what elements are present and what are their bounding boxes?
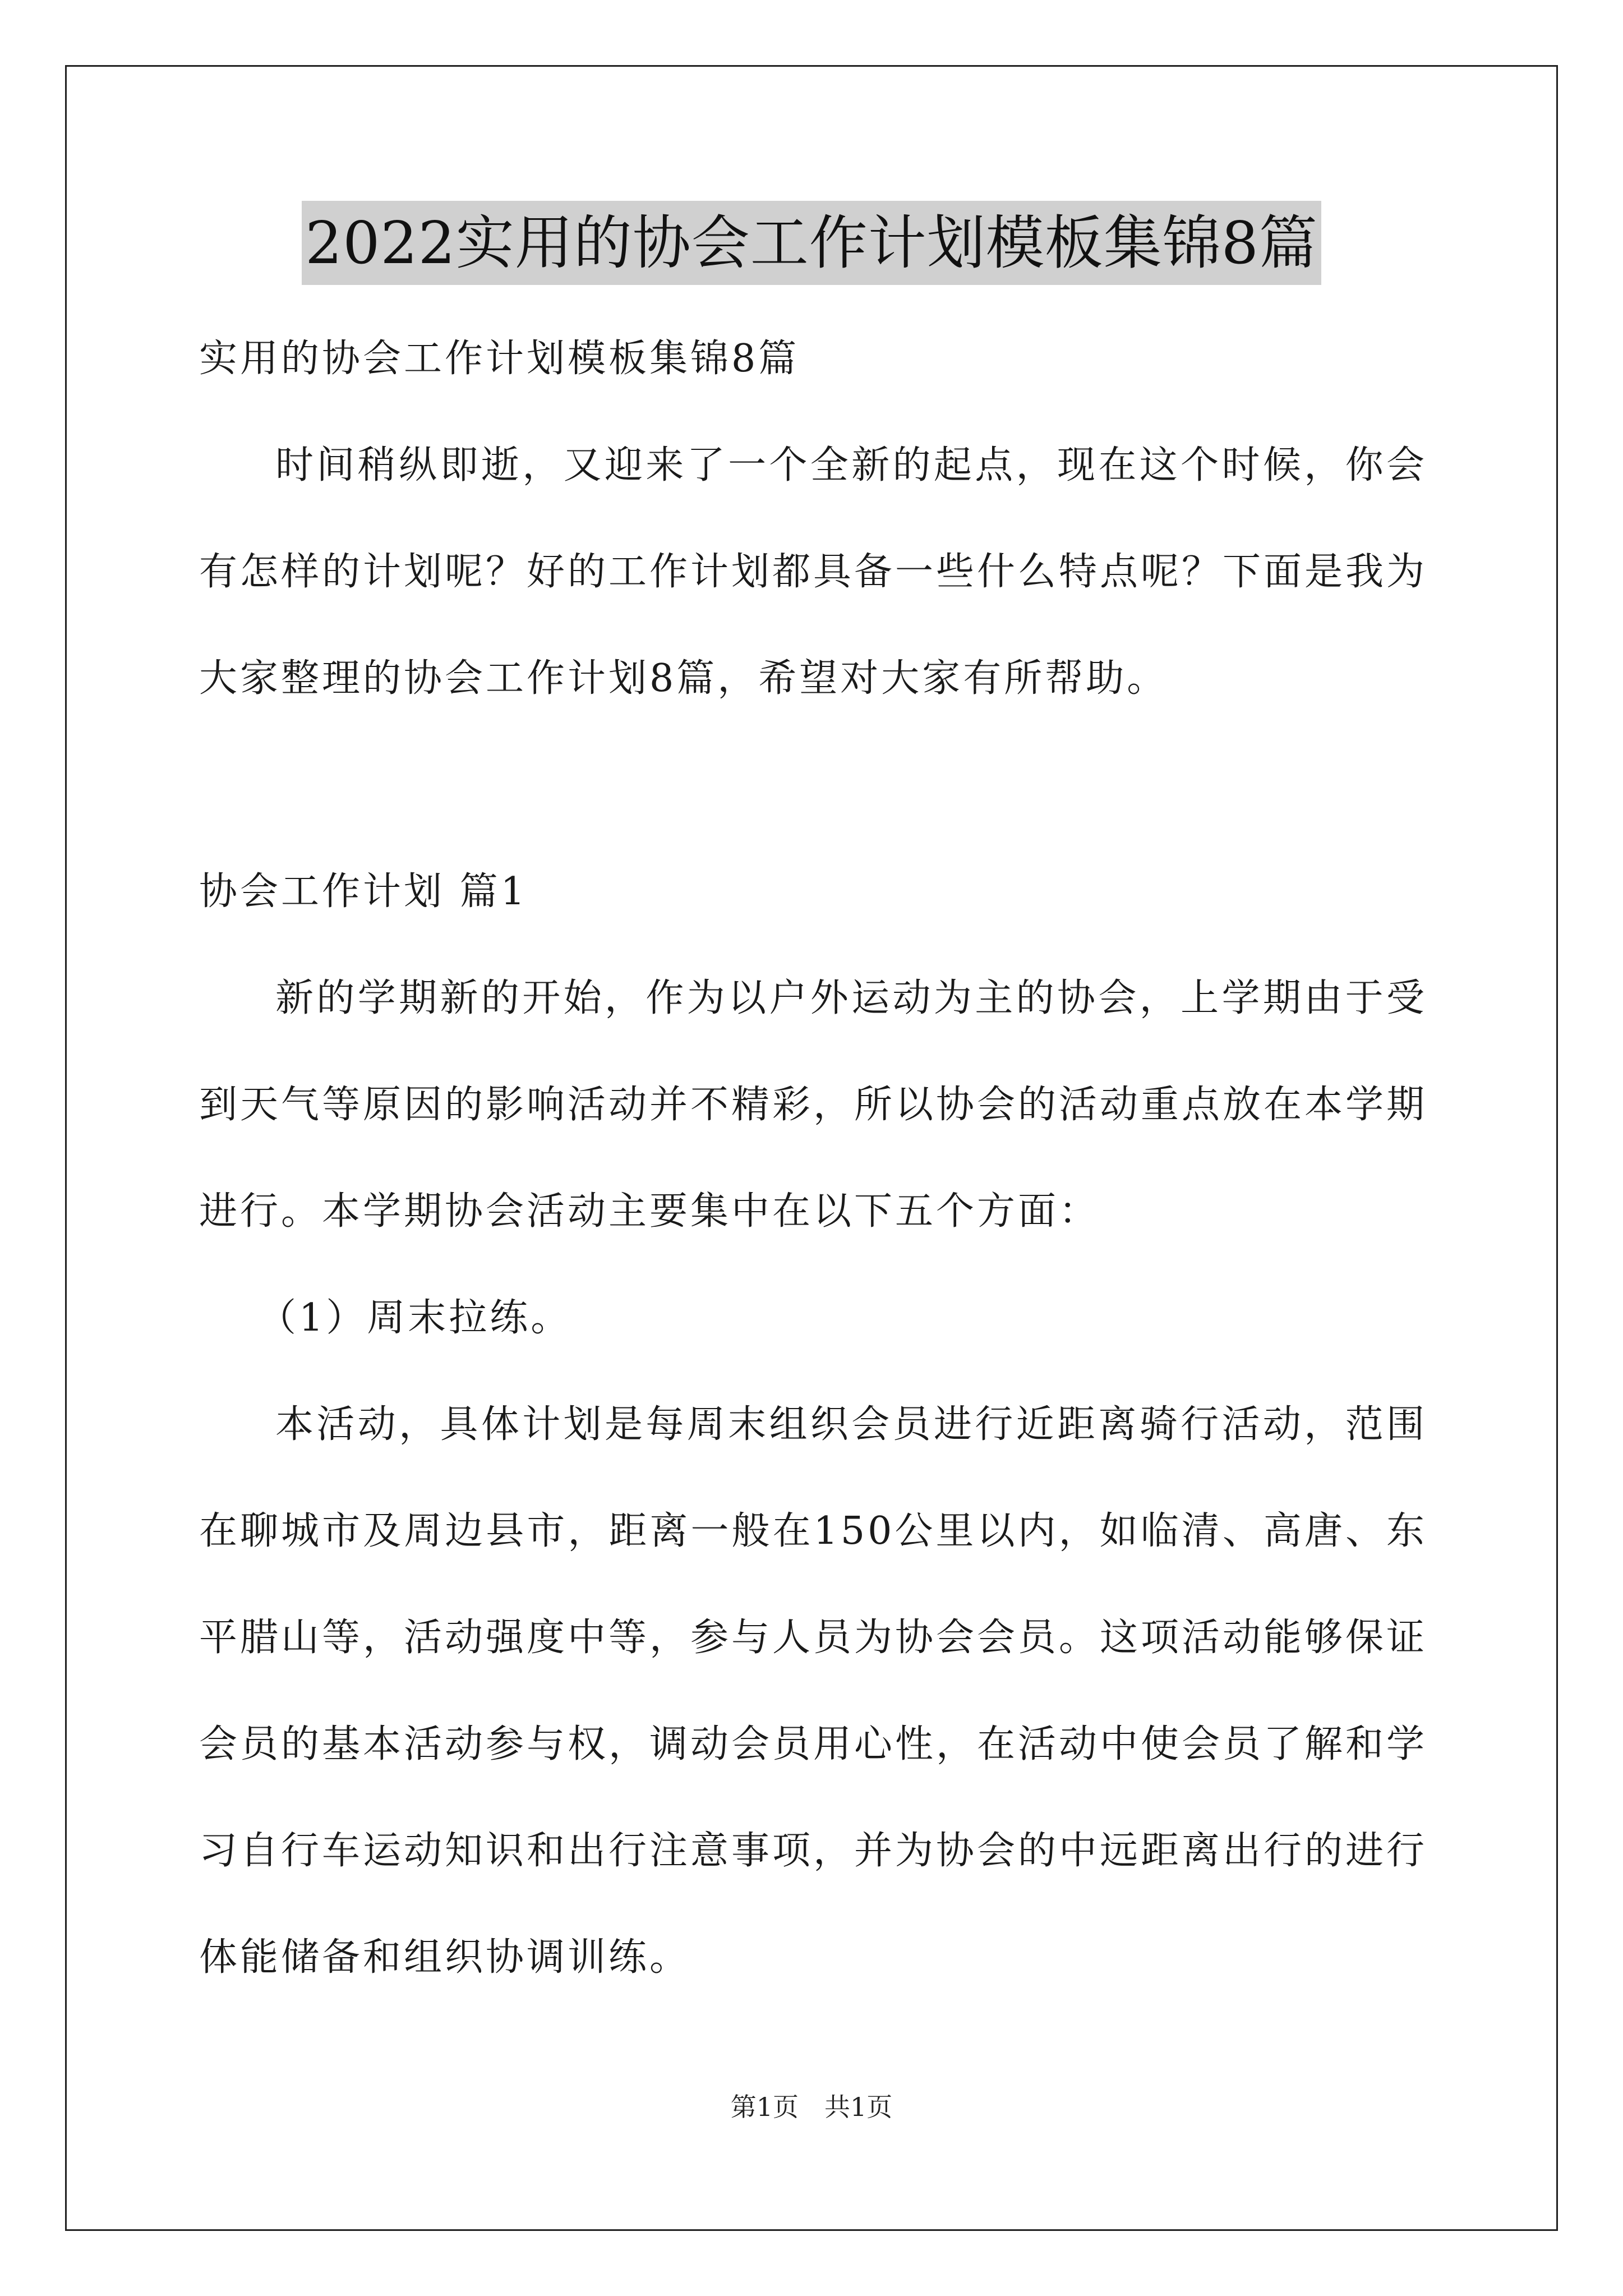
section-paragraph: 新的学期新的开始，作为以户外运动为主的协会，上学期由于受到天气等原因的影响活动并不精彩，所以协会的活动重点放在本学期进行。本学期协会活动主要集中在以下五个方面： [199, 976, 1428, 1234]
intro-paragraph: 时间稍纵即逝，又迎来了一个全新的起点，现在这个时候，你会有怎样的计划呢？好的工作计划都具备一些什么特点呢？下面是我为大家整理的协会工作计划8篇，希望对大家有所帮助。 [199, 443, 1428, 701]
list-item-paragraph: 本活动，具体计划是每周末组织会员进行近距离骑行活动，范围在聊城市及周边县市，距离一般在150公里以内，如临清、高唐、东平腊山等，活动强度中等，参与人员为协会会员。这项活动能够保证会员的基本活动参与权，调动会员用心性，在活动中使会员了解和学习自行车运动知识和出行注意事项，并为协会的中远距离出行的进行体能储备和组织协调训练。 [199, 1402, 1428, 1980]
section-heading: 协会工作计划 篇1 [199, 869, 528, 914]
blank-line [199, 732, 1427, 839]
title-container [0, 201, 1623, 285]
document-subtitle: 实用的协会工作计划模板集锦8篇 [199, 337, 800, 381]
document-title: 2022实用的协会工作计划模板集锦8篇 [302, 201, 1321, 285]
page-footer: 第1页 共1页 [730, 2092, 893, 2122]
list-item-heading: （1）周末拉练。 [258, 1296, 572, 1340]
document-body [199, 306, 1427, 2011]
